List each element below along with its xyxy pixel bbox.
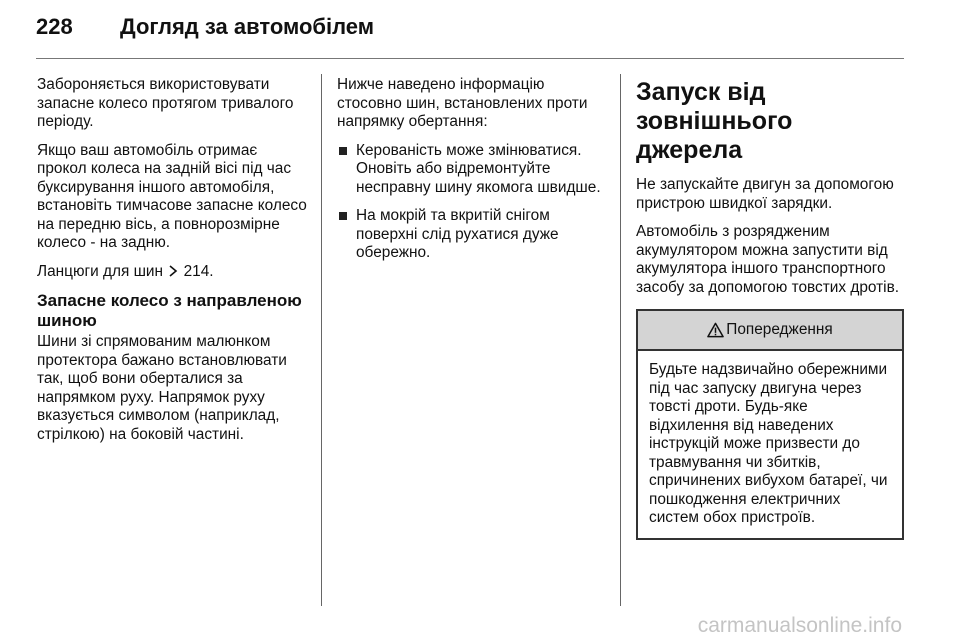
header-rule bbox=[36, 58, 904, 59]
bullet-square-icon bbox=[339, 212, 347, 220]
warning-triangle-icon bbox=[707, 322, 724, 338]
subheading-directional-spare: Запасне колесо з направленою шиною bbox=[37, 291, 302, 330]
column-divider-right bbox=[620, 74, 621, 606]
list-item-text: На мокрій та вкритій снігом поверхні слід рухатися дуже обережно. bbox=[356, 207, 559, 261]
paragraph-reverse-direction-intro: Нижче наведено інформацію стосовно шин, встановлених проти напрямку обертання: bbox=[337, 76, 588, 130]
paragraph-puncture-towing: Якщо ваш автомобіль отримає прокол колеса на задній вісі під час буксирування іншого автомобіля, встановіть тимчасове запасне колесо на передню вісь, а повнорозмірне колесо - на задню. bbox=[37, 141, 307, 251]
column-right bbox=[636, 76, 904, 540]
tyre-chains-page-link[interactable]: 214. bbox=[183, 262, 214, 280]
column-middle bbox=[337, 76, 607, 273]
section-heading-jump-start: Запуск від зовнішнього джерела bbox=[636, 78, 793, 164]
bullet-list bbox=[337, 142, 607, 263]
warning-box bbox=[636, 309, 904, 540]
warning-title: Попередження bbox=[726, 320, 833, 338]
list-item-text: Керованість може змінюватися. Оновіть або відремонтуйте несправну шину якомога швидше. bbox=[356, 141, 601, 196]
paragraph-spare-wheel-period: Забороняється використовувати запасне колесо протягом тривалого періоду. bbox=[37, 76, 294, 130]
watermark: carmanualsonline.info bbox=[697, 614, 902, 637]
bullet-square-icon bbox=[339, 147, 347, 155]
chapter-title: Догляд за автомобілем bbox=[120, 14, 375, 39]
paragraph-directional-tyres: Шини зі спрямованим малюнком протектора бажано встановлювати так, щоб вони оберталися за напрямком руху. Напрямок руху вказується символом (наприклад, стрілкою) на боковій частині. bbox=[37, 333, 287, 443]
paragraph-jump-start-cables: Автомобіль з розрядженим акумулятором можна запустити від акумулятора іншого транспортного засобу за допомогою товстих дротів. bbox=[636, 223, 900, 296]
list-item bbox=[337, 207, 607, 263]
column-left bbox=[37, 76, 307, 454]
list-item bbox=[337, 142, 607, 198]
page-number: 228 bbox=[36, 14, 73, 39]
warning-text: Будьте надзвичайно обережними під час запуску двигуна через товсті дроти. Будь-яке відхилення від наведених інструкцій може призвести до травмування чи збитків, спричинених вибухом батареї, чи пошкодження електричних систем обох пристроїв. bbox=[649, 361, 888, 526]
warning-header bbox=[638, 311, 902, 351]
column-divider-left bbox=[321, 74, 322, 606]
paragraph-tyre-chains-ref bbox=[37, 263, 307, 282]
paragraph-no-fast-charger: Не запускайте двигун за допомогою пристрою швидкої зарядки. bbox=[636, 176, 894, 212]
tyre-chains-text: Ланцюги для шин bbox=[37, 262, 164, 280]
arrow-reference-icon bbox=[168, 265, 178, 277]
